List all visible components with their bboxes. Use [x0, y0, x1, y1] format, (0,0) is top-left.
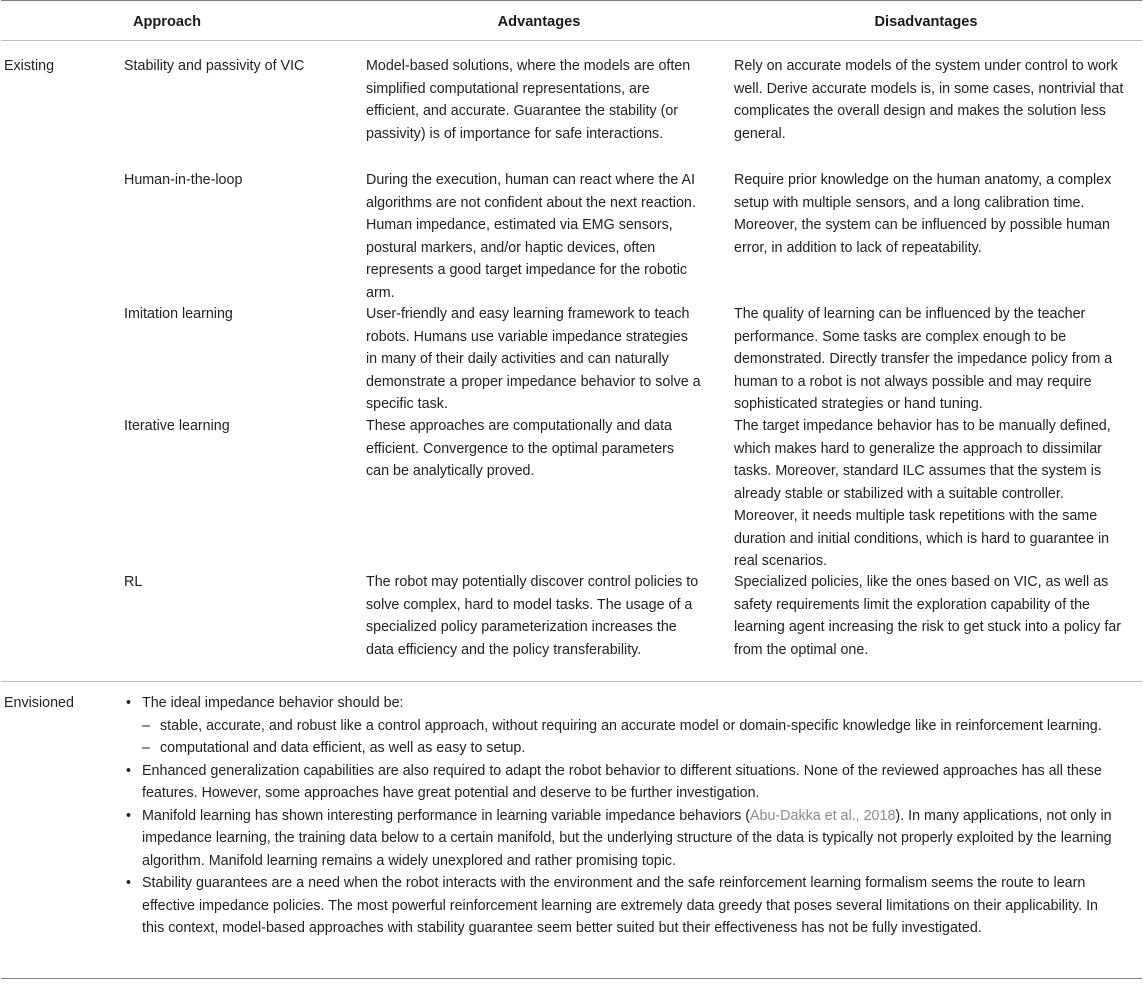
header-advantages: Advantages — [497, 14, 581, 30]
list-item — [124, 760, 1114, 805]
group-label-existing: Existing — [4, 58, 55, 74]
bottom-rule — [1, 978, 1142, 979]
header-disadvantages: Disadvantages — [874, 14, 978, 30]
envisioned-section — [0, 682, 1143, 978]
citation-link[interactable]: Abu-Dakka et al., 2018 — [749, 807, 896, 824]
cell-advantages: These approaches are computationally and data efficient. Convergence to the optimal parameters can be analytically proved. — [366, 418, 675, 479]
cell-advantages: Model-based solutions, where the models are often simplified computational representations, are efficient, and accurate. Guarantee the stability (or passivity) is of importance for safe interactions. — [366, 58, 691, 142]
cell-advantages: User-friendly and easy learning framework to teach robots. Humans use variable impedance strategies in many of their daily activities and can naturally demonstrate a proper impedance behavior to solve a specific task. — [366, 306, 701, 412]
cell-disadvantages: The target impedance behavior has to be manually defined, which makes hard to generalize the approach to dissimilar tasks. Moreover, standard ILC assumes that the system is already stable or stabilized with a suitable controller. Moreover, it needs multiple task repetitions with the same duration and initial conditions, which is hard to guarantee in real scenarios. — [734, 418, 1111, 569]
bullet-icon: • — [126, 807, 132, 824]
sub-list-item — [142, 715, 1114, 738]
list-item-text: Enhanced generalization capabilities are also required to adapt the robot behavior to different situations. None of the reviewed approaches has all these features. However, some approaches have great potential and deserve to be further investigation. — [142, 762, 1102, 801]
cell-approach: Stability and passivity of VIC — [124, 58, 305, 74]
cell-approach: Iterative learning — [124, 418, 230, 434]
cell-disadvantages: Specialized policies, like the ones based on VIC, as well as safety requirements limit the exploration capability of the learning agent increasing the risk to get stuck into a policy far from the optimal one. — [734, 574, 1122, 658]
table-header — [0, 1, 1143, 40]
sub-item-text: stable, accurate, and robust like a control approach, without requiring an accurate model or domain-specific knowledge like in reinforcement learning. — [160, 717, 1102, 734]
existing-section — [0, 41, 1143, 681]
cell-disadvantages: The quality of learning can be influenced by the teacher performance. Some tasks are complex enough to be demonstrated. Directly transfer the impedance policy from a human to a robot is not always possible and may require sophisticated strategies or hand tuning. — [734, 306, 1113, 412]
dash-icon: – — [142, 717, 150, 734]
bullet-icon: • — [126, 875, 132, 891]
list-item-text-post: ). In many applications, not only in impedance learning, the training data below to a certain manifold, but the underlying structure of the data is typically not properly exploited by the learning algorithm. Manifold learning remains a widely unexplored and rather promising topic. — [142, 807, 1112, 869]
dash-icon: – — [142, 740, 150, 756]
list-item-text: The ideal impedance behavior should be: — [142, 695, 404, 711]
list-item-text: Stability guarantees are a need when the robot interacts with the environment and the safe reinforcement learning formalism seems the route to learn effective impedance policies. The most powerful reinforcement learning are extremely data greedy that poses several limitations on their applicability. In this context, model-based approaches with stability guarantee seem better suited but their effectiveness has not be fully investigated. — [142, 875, 1098, 936]
bullet-icon: • — [126, 695, 132, 711]
cell-disadvantages: Rely on accurate models of the system under control to work well. Derive accurate models is, in some cases, nontrivial that complicates the overall design and makes the solution less general. — [734, 58, 1124, 142]
header-approach: Approach — [132, 14, 202, 30]
envisioned-list — [124, 692, 1114, 940]
cell-advantages: The robot may potentially discover control policies to solve complex, hard to model tasks. The usage of a specialized policy parameterization increases the data efficiency and the policy transferability. — [366, 574, 699, 658]
group-label-envisioned: Envisioned — [4, 695, 74, 711]
sub-list — [142, 715, 1114, 760]
cell-approach: Human-in-the-loop — [124, 172, 243, 188]
list-item — [124, 872, 1114, 940]
cell-approach: RL — [124, 574, 143, 590]
bullet-icon: • — [126, 762, 132, 779]
cell-disadvantages: Require prior knowledge on the human anatomy, a complex setup with multiple sensors, and a long calibration time. Moreover, the system can be influenced by possible human error, in addition to lack of repeatability. — [734, 172, 1112, 256]
cell-advantages: During the execution, human can react where the AI algorithms are not confident about the next reaction. Human impedance, estimated via EMG sensors, postural markers, and/or haptic devices, often represents a good target impedance for the robotic arm. — [366, 172, 696, 301]
sub-item-text: computational and data efficient, as well as easy to setup. — [160, 740, 526, 756]
list-item — [124, 805, 1114, 873]
cell-approach: Imitation learning — [124, 306, 233, 322]
list-item — [124, 692, 1114, 760]
list-item-text-pre: Manifold learning has shown interesting performance in learning variable impedance behaviors ( — [142, 807, 750, 824]
sub-list-item — [142, 737, 1114, 760]
